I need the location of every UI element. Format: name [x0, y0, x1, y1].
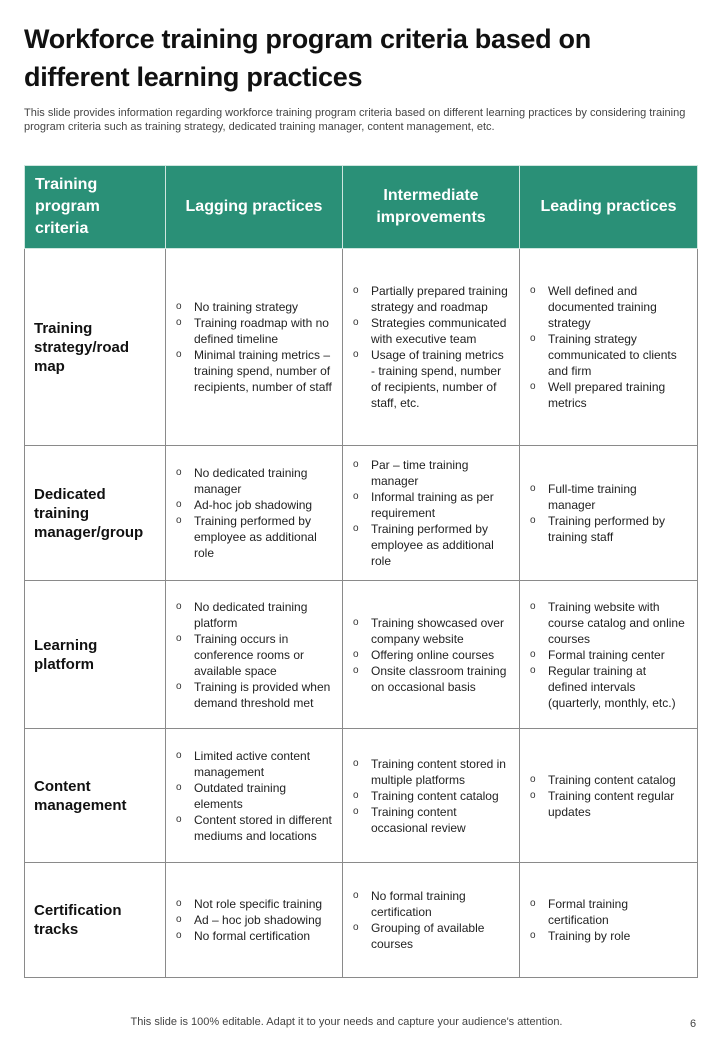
list-item-text: Well defined and documented training strategy	[548, 284, 657, 330]
table-row	[25, 446, 698, 581]
list-item	[176, 599, 332, 631]
table-row	[25, 729, 698, 863]
bullet-marker: o	[176, 781, 182, 793]
lagging-cell	[166, 446, 343, 581]
list-item-text: No dedicated training platform	[194, 599, 308, 630]
intermediate-cell	[343, 863, 520, 978]
bullet-marker: o	[176, 680, 182, 692]
list-item	[353, 663, 509, 695]
leading-cell	[520, 446, 698, 581]
list-item	[353, 888, 509, 920]
list-item-text: Outdated training elements	[194, 780, 287, 811]
list-item-text: Usage of training metrics - training spend, number of recipients, number of staff, etc.	[371, 348, 504, 410]
list-item	[530, 896, 687, 928]
leading-cell	[520, 729, 698, 863]
list-item	[530, 647, 687, 663]
list-item-text: Training performed by employee as additional role	[371, 522, 494, 568]
list-item	[176, 315, 332, 347]
bullet-marker: o	[530, 930, 536, 941]
bullet-marker: o	[176, 317, 182, 328]
intermediate-list	[353, 283, 509, 411]
bullet-marker: o	[530, 600, 536, 612]
bullet-marker: o	[530, 285, 536, 296]
list-item-text: No formal training certification	[371, 889, 466, 919]
leading-list	[530, 896, 687, 944]
list-item-text: Informal training as per requirement	[371, 490, 494, 520]
list-item	[176, 497, 332, 513]
bullet-marker: o	[176, 349, 182, 360]
intermediate-list	[353, 615, 509, 695]
list-item	[176, 928, 332, 944]
bullet-marker: o	[530, 483, 536, 494]
table-row	[25, 249, 698, 446]
list-item	[530, 481, 687, 513]
list-item	[353, 489, 509, 521]
list-item	[530, 283, 687, 331]
list-item-text: Training content stored in multiple platforms	[371, 756, 506, 787]
list-item-text: Training occurs in conference rooms or available space	[194, 631, 305, 678]
leading-cell	[520, 249, 698, 446]
list-item	[530, 331, 687, 379]
list-item-text: Training content occasional review	[371, 804, 466, 835]
bullet-marker: o	[176, 749, 182, 761]
list-item	[530, 772, 687, 788]
list-item-text: Full-time training manager	[548, 482, 637, 512]
list-item	[353, 283, 509, 315]
list-item-text: Training performed by employee as additional role	[194, 514, 317, 560]
list-item	[176, 748, 332, 780]
list-item-text: Ad-hoc job shadowing	[194, 498, 313, 512]
lagging-cell	[166, 729, 343, 863]
leading-cell	[520, 581, 698, 729]
criteria-cell: Learning platform	[25, 581, 166, 729]
intermediate-list	[353, 457, 509, 569]
lagging-list	[176, 748, 332, 844]
list-item	[353, 804, 509, 836]
list-item-text: Well prepared training metrics	[548, 380, 666, 410]
list-item	[353, 457, 509, 489]
header-leading: Leading practices	[520, 166, 698, 249]
header-lagging: Lagging practices	[166, 166, 343, 249]
list-item-text: Training content catalog	[371, 788, 499, 803]
list-item	[176, 465, 332, 497]
bullet-marker: o	[353, 523, 359, 534]
bullet-marker: o	[353, 491, 359, 502]
list-item-text: No training strategy	[194, 300, 299, 314]
table-row	[25, 863, 698, 978]
bullet-marker: o	[353, 789, 359, 801]
list-item-text: Partially prepared training strategy and roadmap	[371, 284, 508, 314]
lagging-cell	[166, 863, 343, 978]
page-subtitle: This slide provides information regarding workforce training program criteria based on different learning practices by considering training program criteria such as training strategy, dedicated training manager, content management, etc.	[24, 107, 686, 133]
bullet-marker: o	[176, 499, 182, 510]
lagging-list	[176, 465, 332, 561]
bullet-marker: o	[530, 381, 536, 392]
list-item	[176, 347, 332, 395]
list-item	[530, 928, 687, 944]
list-item-text: Minimal training metrics – training spend, number of recipients, number of staff	[194, 348, 332, 394]
list-item-text: Training strategy communicated to clients and firm	[548, 332, 677, 378]
header-intermediate: Intermediate improvements	[343, 166, 520, 249]
list-item-text: Training by role	[548, 929, 631, 943]
bullet-marker: o	[530, 664, 536, 676]
bullet-marker: o	[176, 515, 182, 526]
list-item	[176, 912, 332, 928]
bullet-marker: o	[353, 922, 359, 933]
page-number: 6	[690, 1018, 697, 1030]
list-item-text: Training content regular updates	[548, 788, 675, 819]
bullet-marker: o	[353, 890, 359, 901]
list-item	[530, 379, 687, 411]
bullet-marker: o	[176, 813, 182, 825]
list-item	[353, 315, 509, 347]
list-item	[353, 788, 509, 804]
criteria-table	[24, 165, 698, 978]
page-title: Workforce training program criteria based on different learning practices	[24, 24, 591, 92]
header-criteria: Training program criteria	[25, 166, 166, 249]
bullet-marker: o	[176, 930, 182, 941]
list-item	[530, 788, 687, 820]
bullet-marker: o	[353, 616, 359, 628]
list-item	[353, 920, 509, 952]
bullet-marker: o	[176, 632, 182, 644]
list-item-text: Regular training at defined intervals (quarterly, monthly, etc.)	[548, 663, 676, 710]
bullet-marker: o	[176, 301, 182, 312]
leading-cell	[520, 863, 698, 978]
footer-note: This slide is 100% editable. Adapt it to your needs and capture your audience's attention.	[130, 1016, 563, 1028]
criteria-cell: Certification tracks	[25, 863, 166, 978]
list-item-text: Training performed by training staff	[548, 514, 665, 544]
bullet-marker: o	[530, 773, 536, 785]
intermediate-list	[353, 888, 509, 952]
list-item	[176, 780, 332, 812]
bullet-marker: o	[353, 805, 359, 817]
list-item-text: Formal training certification	[548, 897, 629, 927]
list-item-text: Offering online courses	[371, 647, 495, 662]
list-item	[530, 599, 687, 647]
list-item-text: Grouping of available courses	[371, 921, 485, 951]
lagging-list	[176, 299, 332, 395]
intermediate-cell	[343, 729, 520, 863]
bullet-marker: o	[530, 515, 536, 526]
list-item	[353, 521, 509, 569]
list-item	[176, 513, 332, 561]
bullet-marker: o	[353, 317, 359, 328]
bullet-marker: o	[176, 898, 182, 909]
list-item	[176, 812, 332, 844]
list-item-text: Content stored in different mediums and locations	[194, 812, 332, 843]
list-item-text: Training roadmap with no defined timeline	[194, 316, 329, 346]
list-item	[353, 756, 509, 788]
criteria-cell: Content management	[25, 729, 166, 863]
bullet-marker: o	[353, 459, 359, 470]
list-item	[353, 647, 509, 663]
bullet-marker: o	[353, 648, 359, 660]
intermediate-cell	[343, 581, 520, 729]
intermediate-list	[353, 756, 509, 836]
leading-list	[530, 283, 687, 411]
lagging-list	[176, 896, 332, 944]
list-item-text: Onsite classroom training on occasional basis	[371, 663, 507, 694]
leading-list	[530, 481, 687, 545]
list-item	[176, 896, 332, 912]
criteria-cell: Dedicated training manager/group	[25, 446, 166, 581]
bullet-marker: o	[353, 349, 359, 360]
bullet-marker: o	[353, 664, 359, 676]
bullet-marker: o	[176, 600, 182, 612]
list-item	[530, 513, 687, 545]
list-item-text: Training is provided when demand threshold met	[194, 679, 331, 710]
intermediate-cell	[343, 446, 520, 581]
criteria-cell: Training strategy/road map	[25, 249, 166, 446]
list-item-text: Strategies communicated with executive team	[371, 316, 507, 346]
bullet-marker: o	[530, 333, 536, 344]
bullet-marker: o	[176, 467, 182, 478]
list-item	[176, 631, 332, 679]
table-row	[25, 581, 698, 729]
list-item-text: Not role specific training	[194, 897, 323, 911]
bullet-marker: o	[176, 914, 182, 925]
lagging-list	[176, 599, 332, 711]
bullet-marker: o	[353, 757, 359, 769]
list-item-text: No dedicated training manager	[194, 466, 308, 496]
list-item-text: Limited active content management	[194, 748, 311, 779]
leading-list	[530, 772, 687, 820]
list-item-text: Par – time training manager	[371, 458, 469, 488]
bullet-marker: o	[530, 789, 536, 801]
list-item	[176, 679, 332, 711]
list-item-text: Formal training center	[548, 647, 665, 662]
intermediate-cell	[343, 249, 520, 446]
leading-list	[530, 599, 687, 711]
list-item-text: No formal certification	[194, 929, 311, 943]
list-item	[353, 615, 509, 647]
list-item	[176, 299, 332, 315]
lagging-cell	[166, 581, 343, 729]
list-item	[530, 663, 687, 711]
bullet-marker: o	[353, 285, 359, 296]
table-header-row	[25, 166, 698, 249]
list-item-text: Training showcased over company website	[371, 615, 504, 646]
list-item-text: Training website with course catalog and online courses	[548, 599, 685, 646]
list-item-text: Ad – hoc job shadowing	[194, 913, 322, 927]
bullet-marker: o	[530, 898, 536, 909]
lagging-cell	[166, 249, 343, 446]
bullet-marker: o	[530, 648, 536, 660]
list-item	[353, 347, 509, 411]
list-item-text: Training content catalog	[548, 772, 676, 787]
